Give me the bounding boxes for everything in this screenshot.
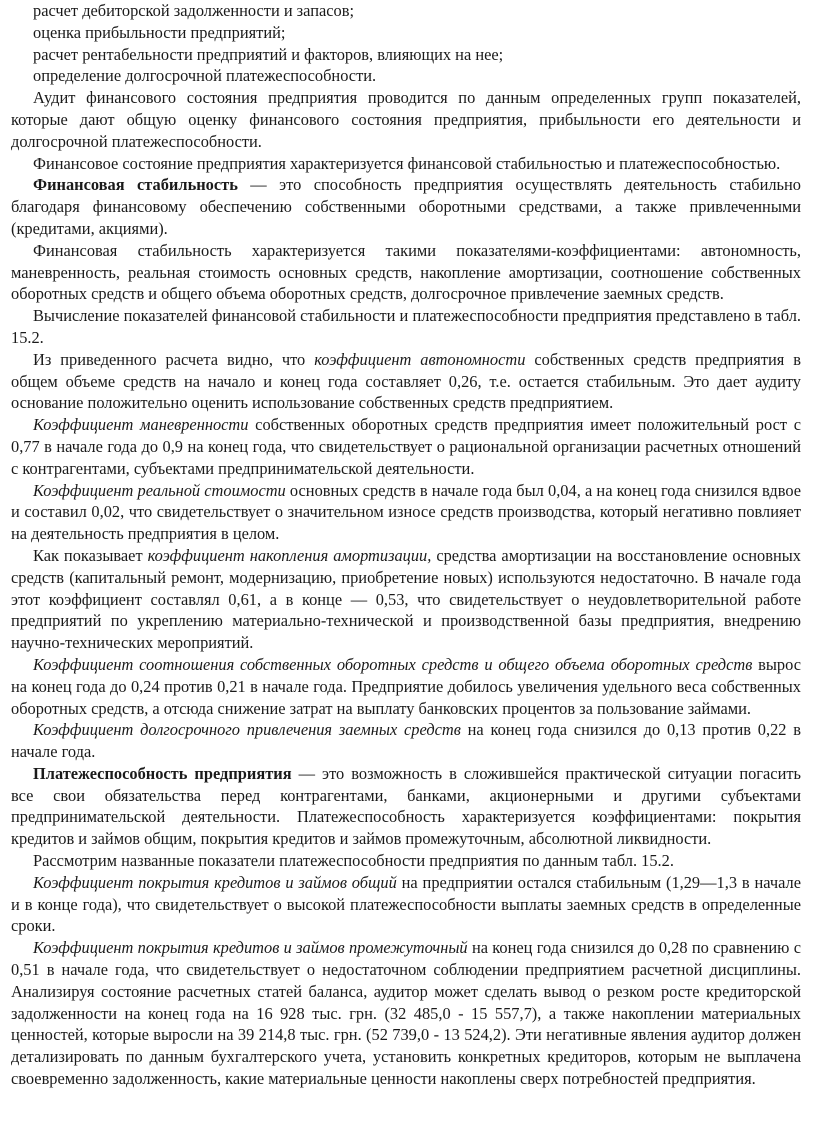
term-intermediate-coverage: Коэффициент покрытия кредитов и займов промежуточный: [33, 938, 468, 958]
paragraph-text: средства амортизации на восстановление основных средств (капитальный ремонт, модернизацию, приобретение новых) используются недостаточно. В начале года этот коэффициент составлял 0,61, а в конце — 0,53, что свидетельствует о неудовлетворительной работе предприятий по укреплению материально-технической и производственной базы предприятия, внедрению научно-технических мероприятий.: [11, 545, 801, 653]
paragraph-consider: Рассмотрим названные показатели платежеспособности предприятия по данным табл. 15.2.: [33, 851, 674, 871]
list-item: оценка прибыльности предприятий;: [33, 22, 286, 42]
paragraph-text: на конец года снизился до 0,13 против 0,22 в начале года.: [11, 720, 801, 762]
term-solvency: Платежеспособность предприятия: [33, 763, 292, 783]
paragraph-audit: Аудит финансового состояния предприятия проводится по данным определенных групп показателей, которые дают общую оценку финансового состояния предприятия, прибыльности его деятельности и долгосрочной платежеспособности.: [11, 88, 801, 151]
paragraph-text: собственных средств предприятия в общем объеме средств на начало и конец года составляет 0,26, т.е. остается стабильным. Это дает аудиту основание положительно оценить использование собственных средств предприятием.: [11, 349, 801, 413]
term-autonomy: коэффициент автономности: [314, 349, 526, 369]
paragraph-maneuverability: [11, 414, 801, 479]
paragraph-general-coverage: [11, 872, 801, 937]
paragraph-text: Из приведенного расчета видно, что: [33, 349, 315, 369]
paragraph-text: Как показывает: [33, 545, 148, 565]
paragraph-text: — это возможность в сложившейся практической ситуации погасить все свои обязательства перед контрагентами, банками, акционерными и другими субъектами предпринимательской деятельности. Платежеспособность характеризуется коэффициентами: покрытия кредитов и займов общим, покрытия кредитов и займов промежуточным, абсолютной ликвидности.: [11, 763, 801, 849]
term-depreciation: коэффициент накопления амортизации,: [147, 545, 432, 565]
list-item: расчет рентабельности предприятий и факторов, влияющих на нее;: [33, 44, 504, 64]
paragraph-financial-state: Финансовое состояние предприятия характеризуется финансовой стабильностью и платежеспособностью.: [33, 153, 781, 173]
paragraph-autonomy: [11, 349, 801, 414]
paragraph-text: на конец года снизился до 0,28 по сравнению с 0,51 в начале года, что свидетельствует о недостаточном соблюдении предприятием расчетной дисциплины. Анализируя состояние расчетных статей баланса, аудитор может сделать вывод о резком росте кредиторской задолженности на конец года на 16 928 тыс. грн. (32 485,0 - 15 557,7), а также накоплении материальных ценностей, которые выросли на 39 214,8 тыс. грн. (52 739,0 - 13 524,2). Эти негативные явления аудитор должен детализировать по данным бухгалтерского учета, установить конкретных кредиторов, которым не выплачена своевременно задолженность, какие материальные ценности накоплены сверх потребностей предприятия.: [11, 938, 802, 1089]
term-real-value: Коэффициент реальной стоимости: [33, 480, 286, 500]
paragraph-text: вырос на конец года до 0,24 против 0,21 в начале года. Предприятие добилось увеличения удельного веса собственных оборотных средств, а отсюда снижение затрат на выплату банковских процентов за пользование займами.: [11, 654, 801, 718]
term-financial-stability: Финансовая стабильность: [33, 175, 238, 195]
term-ratio: Коэффициент соотношения собственных оборотных средств и общего объема оборотных средств: [33, 654, 753, 674]
paragraph-table-ref: Вычисление показателей финансовой стабильности и платежеспособности предприятия представлено в табл. 15.2.: [11, 306, 801, 347]
paragraph-text: собственных оборотных средств предприятия имеет положительный рост с 0,77 в начале года до 0,9 на конец года, что свидетельствует о рациональной организации расчетных отношений с контрагентами, субъектами предпринимательской деятельности.: [11, 415, 801, 478]
paragraph-indicators: Финансовая стабильность характеризуется такими показателями-коэффициентами: автономность, маневренность, реальная стоимость основных средств, накопление амортизации, соотношение собственных оборотных средств и общего объема оборотных средств, долгосрочное привлечение заемных средств.: [11, 240, 801, 304]
paragraph-financial-stability: [11, 174, 801, 239]
paragraph-depreciation: [11, 545, 801, 654]
paragraph-solvency: [11, 763, 801, 850]
list-item: расчет дебиторской задолженности и запасов;: [33, 1, 355, 20]
paragraph-text: основных средств в начале года был 0,04, а на конец года снизился вдвое и составил 0,02, что свидетельствует о значительном износе средств производства, который негативно повлияет на деятельность предприятия в целом.: [11, 480, 801, 544]
list-item: определение долгосрочной платежеспособности.: [33, 66, 377, 86]
paragraph-text: на предприятии остался стабильным (1,29—1,3 в начале и в конце года), что свидетельствует о высокой платежеспособности выплаты заемных средств в определенные сроки.: [11, 872, 801, 936]
term-long-term-borrowing: Коэффициент долгосрочного привлечения заемных средств: [33, 720, 461, 740]
document-page: [11, 0, 801, 1090]
paragraph-long-term-borrowing: [11, 719, 801, 763]
term-maneuverability: Коэффициент маневренности: [33, 415, 249, 435]
paragraph-real-value: [11, 480, 801, 545]
paragraph-text: — это способность предприятия осуществлять деятельность стабильно благодаря финансовому обеспечению собственными оборотными средствами, а также привлеченными (кредитами, акциями).: [11, 175, 801, 238]
paragraph-intermediate-coverage: [11, 937, 801, 1090]
term-general-coverage: Коэффициент покрытия кредитов и займов общий: [33, 872, 397, 892]
paragraph-ratio: [11, 654, 801, 719]
